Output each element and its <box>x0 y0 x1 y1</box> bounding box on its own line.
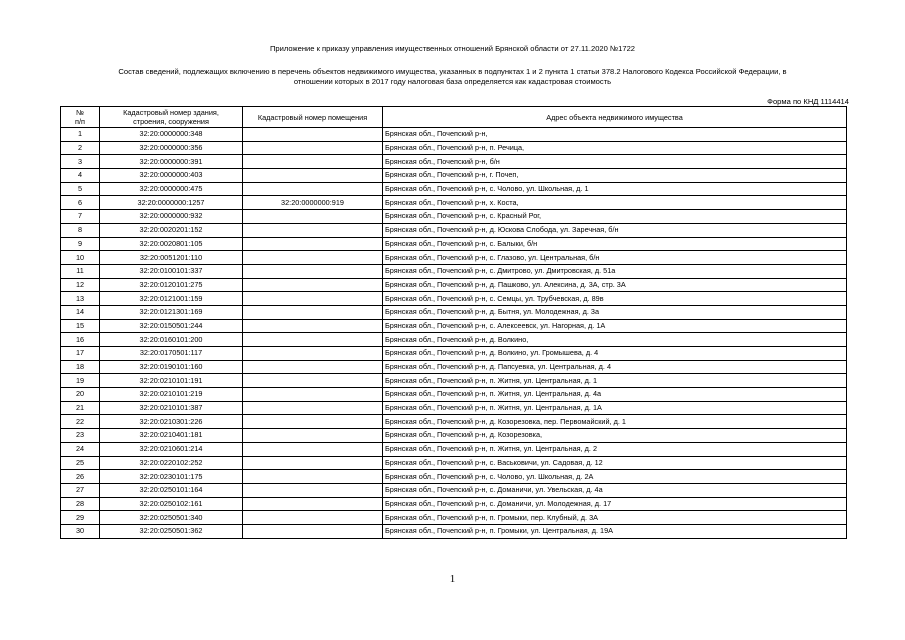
address-cell: Брянская обл., Почепский р-н, с. Красный Рог, <box>383 210 847 224</box>
table-row <box>61 278 847 292</box>
address-cell: Брянская обл., Почепский р-н, п. Житня, ул. Центральная, д. 4а <box>383 388 847 402</box>
cadastral-number-cell: 32:20:0051201:110 <box>100 251 243 265</box>
table-row <box>61 360 847 374</box>
row-number-cell: 9 <box>61 237 100 251</box>
room-cadastral-number-cell <box>243 319 383 333</box>
subtitle-line-2: отношении которых в 2017 году налоговая база определяется как кадастровая стоимость <box>293 76 612 86</box>
room-cadastral-number-cell <box>243 497 383 511</box>
row-number-cell: 1 <box>61 128 100 142</box>
cadastral-number-cell: 32:20:0210401:181 <box>100 429 243 443</box>
address-cell: Брянская обл., Почепский р-н, г. Почеп, <box>383 169 847 183</box>
column-header-cadastral-line-1: Кадастровый номер здания, <box>123 108 219 117</box>
column-header-cadastral-line-2: строения, сооружения <box>133 117 209 126</box>
room-cadastral-number-cell <box>243 169 383 183</box>
address-cell: Брянская обл., Почепский р-н, х. Коста, <box>383 196 847 210</box>
table-row <box>61 169 847 183</box>
cadastral-number-cell: 32:20:0121001:159 <box>100 292 243 306</box>
address-cell: Брянская обл., Почепский р-н, д. Папсуевка, ул. Центральная, д. 4 <box>383 360 847 374</box>
column-header-number-line-1: № <box>76 108 84 117</box>
room-cadastral-number-cell <box>243 429 383 443</box>
row-number-cell: 12 <box>61 278 100 292</box>
cadastral-number-cell: 32:20:0210101:387 <box>100 401 243 415</box>
address-cell: Брянская обл., Почепский р-н, с. Глазово, ул. Центральная, б/н <box>383 251 847 265</box>
row-number-cell: 30 <box>61 524 100 538</box>
row-number-cell: 11 <box>61 264 100 278</box>
cadastral-number-cell: 32:20:0190101:160 <box>100 360 243 374</box>
row-number-cell: 21 <box>61 401 100 415</box>
cadastral-number-cell: 32:20:0250101:164 <box>100 483 243 497</box>
table-row <box>61 305 847 319</box>
table-row <box>61 333 847 347</box>
table-row <box>61 237 847 251</box>
table-row <box>61 483 847 497</box>
page-title: Приложение к приказу управления имущественных отношений Брянской области от 27.11.2020 №1722 <box>269 44 636 53</box>
room-cadastral-number-cell <box>243 278 383 292</box>
address-cell: Брянская обл., Почепский р-н, с. Алексеевск, ул. Нагорная, д. 1А <box>383 319 847 333</box>
address-cell: Брянская обл., Почепский р-н, с. Семцы, ул. Трубчевская, д. 89в <box>383 292 847 306</box>
subtitle-line-1: Состав сведений, подлежащих включению в перечень объектов недвижимого имущества, указанных в подпунктах 1 и 2 пункта 1 статьи 378.2 Налогового Кодекса Российской Федерации, в <box>118 67 787 76</box>
row-number-cell: 6 <box>61 196 100 210</box>
row-number-cell: 8 <box>61 223 100 237</box>
room-cadastral-number-cell <box>243 360 383 374</box>
room-cadastral-number-cell <box>243 456 383 470</box>
room-cadastral-number-cell <box>243 524 383 538</box>
room-cadastral-number-cell <box>243 470 383 484</box>
column-header-cadastral <box>100 107 243 128</box>
room-cadastral-number-cell <box>243 347 383 361</box>
row-number-cell: 24 <box>61 442 100 456</box>
cadastral-number-cell: 32:20:0160101:200 <box>100 333 243 347</box>
address-cell: Брянская обл., Почепский р-н, б/н <box>383 155 847 169</box>
table-row <box>61 141 847 155</box>
address-cell: Брянская обл., Почепский р-н, п. Громыки, ул. Центральная, д. 19А <box>383 524 847 538</box>
cadastral-number-cell: 32:20:0220102:252 <box>100 456 243 470</box>
table-row <box>61 470 847 484</box>
room-cadastral-number-cell <box>243 141 383 155</box>
table-row <box>61 497 847 511</box>
cadastral-number-cell: 32:20:0000000:348 <box>100 128 243 142</box>
row-number-cell: 19 <box>61 374 100 388</box>
table-row <box>61 264 847 278</box>
row-number-cell: 10 <box>61 251 100 265</box>
row-number-cell: 28 <box>61 497 100 511</box>
cadastral-number-cell: 32:20:0000000:391 <box>100 155 243 169</box>
room-cadastral-number-cell <box>243 483 383 497</box>
row-number-cell: 3 <box>61 155 100 169</box>
table-row <box>61 155 847 169</box>
cadastral-number-cell: 32:20:0250501:340 <box>100 511 243 525</box>
column-header-address: Адрес объекта недвижимого имущества <box>383 107 847 128</box>
row-number-cell: 22 <box>61 415 100 429</box>
cadastral-number-cell: 32:20:0230101:175 <box>100 470 243 484</box>
address-cell: Брянская обл., Почепский р-н, п. Речица, <box>383 141 847 155</box>
address-cell: Брянская обл., Почепский р-н, д. Козорезовка, пер. Первомайский, д. 1 <box>383 415 847 429</box>
row-number-cell: 23 <box>61 429 100 443</box>
room-cadastral-number-cell: 32:20:0000000:919 <box>243 196 383 210</box>
address-cell: Брянская обл., Почепский р-н, д. Бытня, ул. Молодежная, д. 3а <box>383 305 847 319</box>
table-row <box>61 196 847 210</box>
table-row <box>61 251 847 265</box>
cadastral-number-cell: 32:20:0210601:214 <box>100 442 243 456</box>
property-table <box>60 106 847 539</box>
table-row <box>61 210 847 224</box>
cadastral-number-cell: 32:20:0100101:337 <box>100 264 243 278</box>
table-row <box>61 456 847 470</box>
page-number: 1 <box>449 573 456 585</box>
room-cadastral-number-cell <box>243 223 383 237</box>
column-header-number <box>61 107 100 128</box>
room-cadastral-number-cell <box>243 292 383 306</box>
table-header <box>61 107 847 128</box>
table-row <box>61 223 847 237</box>
room-cadastral-number-cell <box>243 388 383 402</box>
address-cell: Брянская обл., Почепский р-н, д. Волкино, <box>383 333 847 347</box>
room-cadastral-number-cell <box>243 264 383 278</box>
room-cadastral-number-cell <box>243 210 383 224</box>
address-cell: Брянская обл., Почепский р-н, с. Чолово, ул. Школьная, д. 2А <box>383 470 847 484</box>
table-row <box>61 401 847 415</box>
address-cell: Брянская обл., Почепский р-н, д. Волкино, ул. Громышева, д. 4 <box>383 347 847 361</box>
address-cell: Брянская обл., Почепский р-н, с. Чолово, ул. Школьная, д. 1 <box>383 182 847 196</box>
cadastral-number-cell: 32:20:0000000:356 <box>100 141 243 155</box>
address-cell: Брянская обл., Почепский р-н, с. Доманичи, ул. Молодежная, д. 17 <box>383 497 847 511</box>
cadastral-number-cell: 32:20:0000000:932 <box>100 210 243 224</box>
cadastral-number-cell: 32:20:0250501:362 <box>100 524 243 538</box>
table-row <box>61 415 847 429</box>
row-number-cell: 18 <box>61 360 100 374</box>
table-row <box>61 319 847 333</box>
address-cell: Брянская обл., Почепский р-н, п. Житня, ул. Центральная, д. 2 <box>383 442 847 456</box>
address-cell: Брянская обл., Почепский р-н, с. Балыки, б/н <box>383 237 847 251</box>
row-number-cell: 16 <box>61 333 100 347</box>
address-cell: Брянская обл., Почепский р-н, п. Громыки, пер. Клубный, д. 3А <box>383 511 847 525</box>
document-subtitle <box>40 67 865 86</box>
row-number-cell: 5 <box>61 182 100 196</box>
room-cadastral-number-cell <box>243 182 383 196</box>
cadastral-number-cell: 32:20:0210101:191 <box>100 374 243 388</box>
cadastral-number-cell: 32:20:0170501:117 <box>100 347 243 361</box>
cadastral-number-cell: 32:20:0000000:475 <box>100 182 243 196</box>
row-number-cell: 15 <box>61 319 100 333</box>
row-number-cell: 26 <box>61 470 100 484</box>
row-number-cell: 27 <box>61 483 100 497</box>
address-cell: Брянская обл., Почепский р-н, с. Васьковичи, ул. Садовая, д. 12 <box>383 456 847 470</box>
room-cadastral-number-cell <box>243 442 383 456</box>
address-cell: Брянская обл., Почепский р-н, с. Дмитрово, ул. Дмитровская, д. 51а <box>383 264 847 278</box>
table-row <box>61 442 847 456</box>
row-number-cell: 2 <box>61 141 100 155</box>
row-number-cell: 20 <box>61 388 100 402</box>
address-cell: Брянская обл., Почепский р-н, с. Доманичи, ул. Увельская, д. 4а <box>383 483 847 497</box>
cadastral-number-cell: 32:20:0020801:105 <box>100 237 243 251</box>
cadastral-number-cell: 32:20:0210301:226 <box>100 415 243 429</box>
room-cadastral-number-cell <box>243 305 383 319</box>
table-row <box>61 292 847 306</box>
cadastral-number-cell: 32:20:0210101:219 <box>100 388 243 402</box>
cadastral-number-cell: 32:20:0121301:169 <box>100 305 243 319</box>
column-header-room: Кадастровый номер помещения <box>243 107 383 128</box>
table-row <box>61 429 847 443</box>
header-row <box>61 107 847 128</box>
cadastral-number-cell: 32:20:0000000:1257 <box>100 196 243 210</box>
table-row <box>61 524 847 538</box>
address-cell: Брянская обл., Почепский р-н, п. Житня, ул. Центральная, д. 1А <box>383 401 847 415</box>
row-number-cell: 13 <box>61 292 100 306</box>
address-cell: Брянская обл., Почепский р-н, д. Юскова Слобода, ул. Заречная, б/н <box>383 223 847 237</box>
column-header-number-line-2: п/п <box>75 117 85 126</box>
room-cadastral-number-cell <box>243 374 383 388</box>
row-number-cell: 7 <box>61 210 100 224</box>
row-number-cell: 25 <box>61 456 100 470</box>
row-number-cell: 29 <box>61 511 100 525</box>
room-cadastral-number-cell <box>243 415 383 429</box>
room-cadastral-number-cell <box>243 128 383 142</box>
row-number-cell: 14 <box>61 305 100 319</box>
cadastral-number-cell: 32:20:0120101:275 <box>100 278 243 292</box>
cadastral-number-cell: 32:20:0150501:244 <box>100 319 243 333</box>
room-cadastral-number-cell <box>243 511 383 525</box>
address-cell: Брянская обл., Почепский р-н, <box>383 128 847 142</box>
row-number-cell: 4 <box>61 169 100 183</box>
room-cadastral-number-cell <box>243 155 383 169</box>
table-row <box>61 182 847 196</box>
room-cadastral-number-cell <box>243 251 383 265</box>
table-row <box>61 388 847 402</box>
row-number-cell: 17 <box>61 347 100 361</box>
form-code: Форма по КНД 1114414 <box>767 97 849 106</box>
address-cell: Брянская обл., Почепский р-н, д. Козорезовка, <box>383 429 847 443</box>
cadastral-number-cell: 32:20:0000000:403 <box>100 169 243 183</box>
room-cadastral-number-cell <box>243 333 383 347</box>
table-row <box>61 128 847 142</box>
table-body <box>61 128 847 539</box>
address-cell: Брянская обл., Почепский р-н, п. Житня, ул. Центральная, д. 1 <box>383 374 847 388</box>
room-cadastral-number-cell <box>243 401 383 415</box>
table-row <box>61 374 847 388</box>
cadastral-number-cell: 32:20:0020201:152 <box>100 223 243 237</box>
cadastral-number-cell: 32:20:0250102:161 <box>100 497 243 511</box>
table-row <box>61 511 847 525</box>
table-row <box>61 347 847 361</box>
address-cell: Брянская обл., Почепский р-н, д. Пашково, ул. Алексина, д. 3А, стр. 3А <box>383 278 847 292</box>
room-cadastral-number-cell <box>243 237 383 251</box>
